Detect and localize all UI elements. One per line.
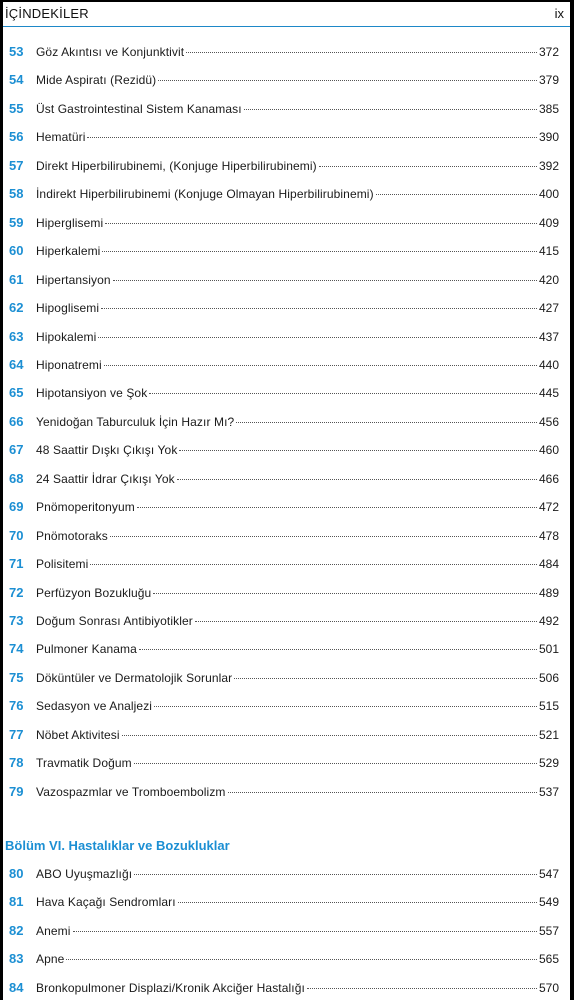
chapter-title: Hipotansiyon ve Şok xyxy=(36,386,148,400)
chapter-title: Anemi xyxy=(36,924,71,938)
chapter-number: 57 xyxy=(9,158,24,173)
toc-entry[interactable] xyxy=(9,442,559,462)
toc-entry[interactable] xyxy=(9,641,559,661)
document-sheet xyxy=(3,2,570,1000)
toc-entry[interactable] xyxy=(9,585,559,605)
chapter-page-number: 427 xyxy=(538,301,559,315)
chapter-number: 80 xyxy=(9,866,24,881)
chapter-number: 61 xyxy=(9,272,24,287)
dot-leader xyxy=(319,166,537,167)
dot-leader xyxy=(236,422,537,423)
toc-entry[interactable] xyxy=(9,129,559,149)
chapter-page-number: 515 xyxy=(538,699,559,713)
chapter-page-number: 372 xyxy=(538,45,559,59)
toc-entry[interactable] xyxy=(9,866,559,886)
chapter-page-number: 392 xyxy=(538,159,559,173)
toc-entry[interactable] xyxy=(9,101,559,121)
toc-entry[interactable] xyxy=(9,894,559,914)
chapter-page-number: 415 xyxy=(538,244,559,258)
chapter-number: 72 xyxy=(9,585,24,600)
toc-entry[interactable] xyxy=(9,755,559,775)
dot-leader xyxy=(87,137,536,138)
toc-entry[interactable] xyxy=(9,272,559,292)
chapter-number: 83 xyxy=(9,951,24,966)
dot-leader xyxy=(154,706,537,707)
dot-leader xyxy=(149,393,537,394)
toc-entry[interactable] xyxy=(9,72,559,92)
chapter-title: Doğum Sonrası Antibiyotikler xyxy=(36,614,193,628)
chapter-number: 60 xyxy=(9,243,24,258)
chapter-number: 79 xyxy=(9,784,24,799)
dot-leader xyxy=(134,763,537,764)
toc-entry[interactable] xyxy=(9,670,559,690)
toc-entry[interactable] xyxy=(9,528,559,548)
chapter-number: 76 xyxy=(9,698,24,713)
toc-entry[interactable] xyxy=(9,243,559,263)
chapter-title: Pnömotoraks xyxy=(36,529,108,543)
toc-entry[interactable] xyxy=(9,613,559,633)
chapter-number: 71 xyxy=(9,556,24,571)
chapter-title: Hiperglisemi xyxy=(36,216,104,230)
dot-leader xyxy=(186,52,537,53)
chapter-number: 68 xyxy=(9,471,24,486)
chapter-title: Hipoglisemi xyxy=(36,301,100,315)
toc-entry[interactable] xyxy=(9,784,559,804)
chapter-page-number: 547 xyxy=(538,867,559,881)
chapter-page-number: 557 xyxy=(538,924,559,938)
chapter-page-number: 445 xyxy=(538,386,559,400)
dot-leader xyxy=(98,337,537,338)
chapter-number: 54 xyxy=(9,72,24,87)
chapter-number: 55 xyxy=(9,101,24,116)
toc-entry[interactable] xyxy=(9,923,559,943)
dot-leader xyxy=(122,735,537,736)
toc-entry[interactable] xyxy=(9,499,559,519)
chapter-title: Vazospazmlar ve Tromboembolizm xyxy=(36,785,226,799)
dot-leader xyxy=(307,988,537,989)
chapter-page-number: 379 xyxy=(538,73,559,87)
dot-leader xyxy=(177,479,537,480)
chapter-number: 58 xyxy=(9,186,24,201)
dot-leader xyxy=(105,223,537,224)
chapter-title: Hipokalemi xyxy=(36,330,97,344)
toc-entry[interactable] xyxy=(9,980,559,1000)
chapter-page-number: 506 xyxy=(538,671,559,685)
chapter-title: Apne xyxy=(36,952,65,966)
dot-leader xyxy=(158,80,537,81)
section-heading: Bölüm VI. Hastalıklar ve Bozukluklar xyxy=(5,838,230,853)
chapter-title: 24 Saattir İdrar Çıkışı Yok xyxy=(36,472,175,486)
header-page-number: ix xyxy=(554,6,564,21)
dot-leader xyxy=(244,109,537,110)
chapter-number: 64 xyxy=(9,357,24,372)
chapter-number: 59 xyxy=(9,215,24,230)
chapter-number: 77 xyxy=(9,727,24,742)
chapter-title: Göz Akıntısı ve Konjunktivit xyxy=(36,45,185,59)
chapter-page-number: 460 xyxy=(538,443,559,457)
chapter-number: 65 xyxy=(9,385,24,400)
toc-entry[interactable] xyxy=(9,158,559,178)
chapter-title: Hematüri xyxy=(36,130,86,144)
chapter-title: Direkt Hiperbilirubinemi, (Konjuge Hiperbilirubinemi) xyxy=(36,159,317,173)
toc-entry[interactable] xyxy=(9,556,559,576)
chapter-number: 74 xyxy=(9,641,24,656)
dot-leader xyxy=(73,931,537,932)
chapter-number: 73 xyxy=(9,613,24,628)
chapter-number: 81 xyxy=(9,894,24,909)
toc-entry[interactable] xyxy=(9,414,559,434)
chapter-number: 82 xyxy=(9,923,24,938)
toc-entry[interactable] xyxy=(9,300,559,320)
chapter-number: 62 xyxy=(9,300,24,315)
chapter-page-number: 472 xyxy=(538,500,559,514)
dot-leader xyxy=(376,194,537,195)
toc-entry[interactable] xyxy=(9,215,559,235)
chapter-title: Sedasyon ve Analjezi xyxy=(36,699,153,713)
dot-leader xyxy=(178,902,537,903)
chapter-page-number: 437 xyxy=(538,330,559,344)
toc-entry[interactable] xyxy=(9,727,559,747)
chapter-number: 53 xyxy=(9,44,24,59)
chapter-page-number: 466 xyxy=(538,472,559,486)
dot-leader xyxy=(139,649,537,650)
header-title: İÇİNDEKİLER xyxy=(5,6,89,21)
dot-leader xyxy=(113,280,537,281)
running-header xyxy=(3,2,570,27)
dot-leader xyxy=(110,536,537,537)
chapter-number: 75 xyxy=(9,670,24,685)
chapter-title: Hipertansiyon xyxy=(36,273,111,287)
chapter-page-number: 385 xyxy=(538,102,559,116)
chapter-title: Yenidoğan Taburculuk İçin Hazır Mı? xyxy=(36,415,235,429)
chapter-title: Nöbet Aktivitesi xyxy=(36,728,120,742)
chapter-page-number: 521 xyxy=(538,728,559,742)
dot-leader xyxy=(66,959,537,960)
chapter-number: 56 xyxy=(9,129,24,144)
chapter-page-number: 478 xyxy=(538,529,559,543)
chapter-number: 66 xyxy=(9,414,24,429)
chapter-number: 78 xyxy=(9,755,24,770)
chapter-number: 84 xyxy=(9,980,24,995)
chapter-title: 48 Saattir Dışkı Çıkışı Yok xyxy=(36,443,178,457)
chapter-page-number: 492 xyxy=(538,614,559,628)
dot-leader xyxy=(234,678,537,679)
chapter-title: Pnömoperitonyum xyxy=(36,500,135,514)
chapter-title: Döküntüler ve Dermatolojik Sorunlar xyxy=(36,671,233,685)
dot-leader xyxy=(90,564,537,565)
chapter-title: Üst Gastrointestinal Sistem Kanaması xyxy=(36,102,242,116)
chapter-page-number: 420 xyxy=(538,273,559,287)
toc-entry[interactable] xyxy=(9,471,559,491)
chapter-number: 67 xyxy=(9,442,24,457)
chapter-page-number: 529 xyxy=(538,756,559,770)
dot-leader xyxy=(134,874,537,875)
chapter-title: ABO Uyuşmazlığı xyxy=(36,867,133,881)
chapter-page-number: 390 xyxy=(538,130,559,144)
dot-leader xyxy=(179,450,537,451)
chapter-title: Hiponatremi xyxy=(36,358,102,372)
dot-leader xyxy=(104,365,537,366)
toc-entry[interactable] xyxy=(9,44,559,64)
chapter-page-number: 400 xyxy=(538,187,559,201)
toc-entry[interactable] xyxy=(9,698,559,718)
dot-leader xyxy=(153,593,537,594)
chapter-title: Hava Kaçağı Sendromları xyxy=(36,895,176,909)
chapter-page-number: 484 xyxy=(538,557,559,571)
chapter-title: Bronkopulmoner Displazi/Kronik Akciğer Hastalığı xyxy=(36,981,305,995)
dot-leader xyxy=(101,308,537,309)
toc-entry[interactable] xyxy=(9,951,559,971)
chapter-title: Travmatik Doğum xyxy=(36,756,132,770)
chapter-page-number: 570 xyxy=(538,981,559,995)
chapter-page-number: 489 xyxy=(538,586,559,600)
chapter-title: Pulmoner Kanama xyxy=(36,642,137,656)
dot-leader xyxy=(195,621,537,622)
dot-leader xyxy=(137,507,537,508)
toc-entry[interactable] xyxy=(9,385,559,405)
dot-leader xyxy=(228,792,537,793)
chapter-page-number: 549 xyxy=(538,895,559,909)
chapter-title: Hiperkalemi xyxy=(36,244,101,258)
chapter-page-number: 537 xyxy=(538,785,559,799)
chapter-number: 70 xyxy=(9,528,24,543)
chapter-number: 69 xyxy=(9,499,24,514)
toc-entry[interactable] xyxy=(9,357,559,377)
toc-entry[interactable] xyxy=(9,186,559,206)
chapter-title: Polisitemi xyxy=(36,557,89,571)
chapter-title: Mide Aspiratı (Rezidü) xyxy=(36,73,157,87)
chapter-number: 63 xyxy=(9,329,24,344)
chapter-page-number: 456 xyxy=(538,415,559,429)
toc-entry[interactable] xyxy=(9,329,559,349)
chapter-title: Perfüzyon Bozukluğu xyxy=(36,586,152,600)
chapter-page-number: 501 xyxy=(538,642,559,656)
chapter-title: İndirekt Hiperbilirubinemi (Konjuge Olmayan Hiperbilirubinemi) xyxy=(36,187,374,201)
dot-leader xyxy=(102,251,537,252)
chapter-page-number: 409 xyxy=(538,216,559,230)
chapter-page-number: 440 xyxy=(538,358,559,372)
chapter-page-number: 565 xyxy=(538,952,559,966)
